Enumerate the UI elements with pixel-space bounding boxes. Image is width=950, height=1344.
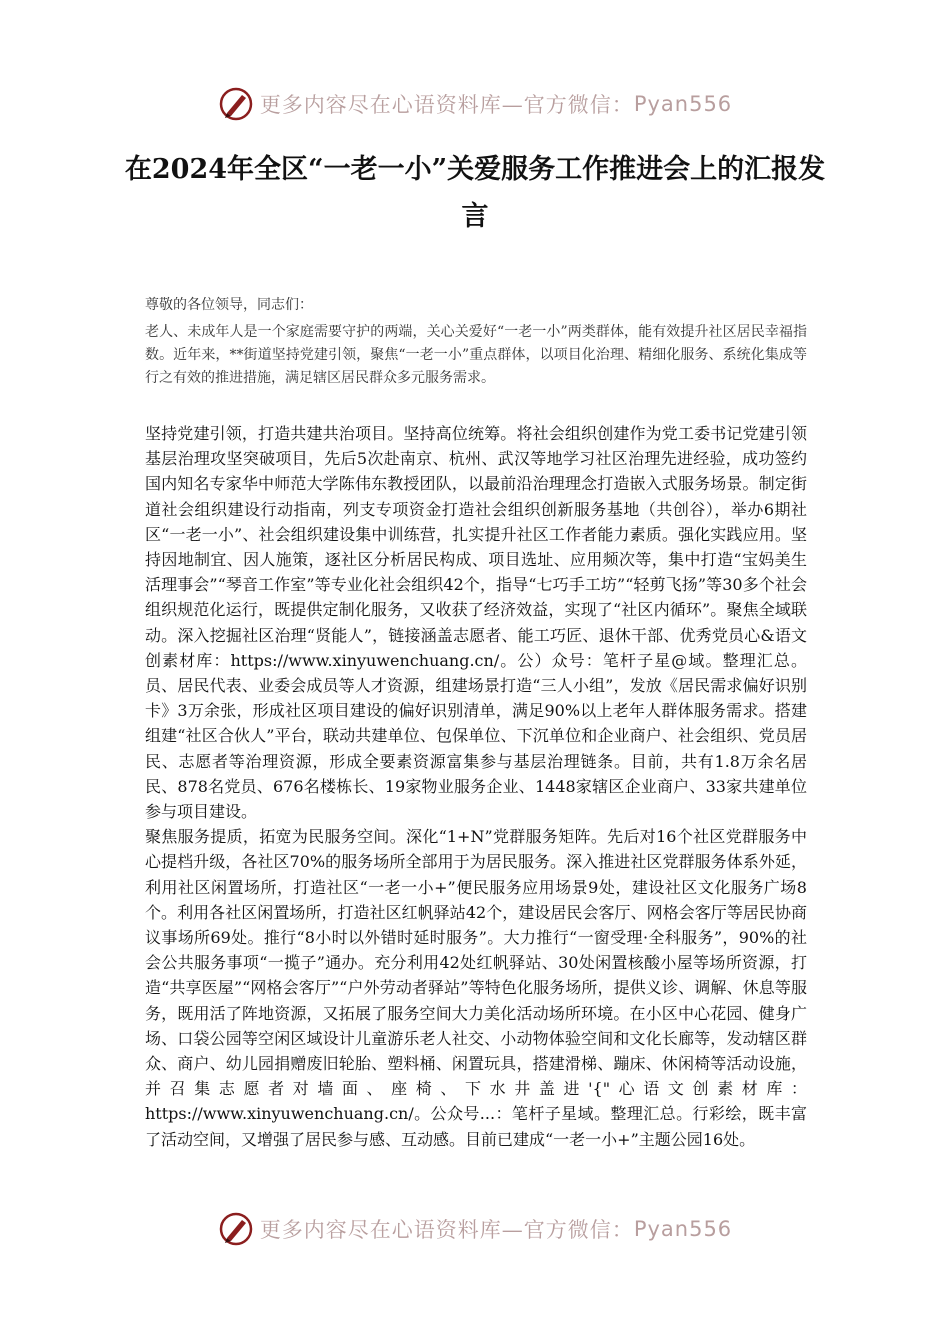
- intro-paragraph: 老人、未成年人是一个家庭需要守护的两端，关心关爱好“一老一小”两类群体，能有效提升社区居民幸福指数。近年来，**街道坚持党建引领，聚焦“一老一小”重点群体，以项目化治理、精细化服务、系统化集成等行之有效的推进措施，满足辖区居民群众多元服务需求。: [145, 324, 807, 386]
- watermark-wechat-id: Pyan556: [633, 92, 733, 116]
- watermark-banner-top: [0, 84, 950, 124]
- body-paragraph-2: 聚焦服务提质，拓宽为民服务空间。深化“1+N”党群服务矩阵。先后对16个社区党群服务中心提档升级，各社区70%的服务场所全部用于为居民服务。深入推进社区党群服务体系外延，利用社区闲置场所，打造社区“一老一小+”便民服务应用场景9处，建设社区文化服务广场8个。利用各社区闲置场所，打造社区红帆驿站42个，建设居民会客厅、网格会客厅等居民协商议事场所69处。推行“8小时以外错时延时服务”。大力推行“一窗受理·全科服务”，90%的社会公共服务事项“一揽子”通办。充分利用42处红帆驿站、30处闲置核酸小屋等场所资源，打造“共享医屋”“网格会客厅”“户外劳动者驿站”等特色化服务场所，提供义诊、调解、休息等服务，既用活了阵地资源，又拓展了服务空间大力美化活动场所环境。在小区中心花园、健身广场、口袋公园等空闲区域设计儿童游乐老人社交、小动物体验空间和文化长廊等，发动辖区群众、商户、幼儿园捐赠废旧轮胎、塑料桶、闲置玩具，搭建滑梯、蹦床、休闲椅等活动设施，并召集志愿者对墙面、座椅、下水井盖进'{"心语文创素材库：https://www.xinyuwenchuang.cn/。公众号...：笔杆子星域。整理汇总。行彩绘，既丰富了活动空间，又增强了居民参与感、互动感。目前已建成“一老一小+”主题公园16处。: [145, 827, 807, 1149]
- document-body: [145, 421, 807, 1152]
- watermark-text: 更多内容尽在心语资料库—官方微信：: [259, 93, 634, 117]
- pen-circle-logo-icon: [218, 1211, 254, 1247]
- watermark-wechat-id: Pyan556: [633, 1217, 733, 1241]
- watermark-banner-bottom: [0, 1209, 950, 1249]
- salutation: 尊敬的各位领导，同志们：: [145, 297, 313, 313]
- pen-circle-logo-icon: [218, 86, 254, 122]
- document-title: 在2024年全区“一老一小”关爱服务工作推进会上的汇报发言: [124, 154, 826, 232]
- watermark-text: 更多内容尽在心语资料库—官方微信：: [259, 1218, 634, 1242]
- body-paragraph-1: 坚持党建引领，打造共建共治项目。坚持高位统筹。将社会组织创建作为党工委书记党建引领基层治理攻坚突破项目，先后5次赴南京、杭州、武汉等地学习社区治理先进经验，成功签约国内知名专家华中师范大学陈伟东教授团队，以最前沿治理理念打造嵌入式服务场景。制定街道社会组织建设行动指南，列支专项资金打造社会组织创新服务基地（共创谷），举办6期社区“一老一小”、社会组织建设集中训练营，扎实提升社区工作者能力素质。强化实践应用。坚持因地制宜、因人施策，逐社区分析居民构成、项目选址、应用频次等，集中打造“宝妈美生活理事会”“琴音工作室”等专业化社会组织42个，指导“七巧手工坊”“轻剪飞扬”等30多个社会组织规范化运行，既提供定制化服务，又收获了经济效益，实现了“社区内循环”。聚焦全域联动。深入挖掘社区治理“贤能人”，链接涵盖志愿者、能工巧匠、退休干部、优秀党员心&语文创素材库：https://www.xinyuwenchuang.cn/。公）众号：笔杆子星@域。整理汇总。员、居民代表、业委会成员等人才资源，组建场景打造“三人小组”，发放《居民需求偏好识别卡》3万余张，形成社区项目建设的偏好识别清单，满足90%以上老年人群体服务需求。搭建组建“社区合伙人”平台，联动共建单位、包保单位、下沉单位和企业商户、社会组织、党员居民、志愿者等治理资源，形成全要素资源富集参与基层治理链条。目前，共有1.8万余名居民、878名党员、676名楼栋长、19家物业服务企业、1448家辖区企业商户、33家共建单位参与项目建设。: [145, 424, 807, 822]
